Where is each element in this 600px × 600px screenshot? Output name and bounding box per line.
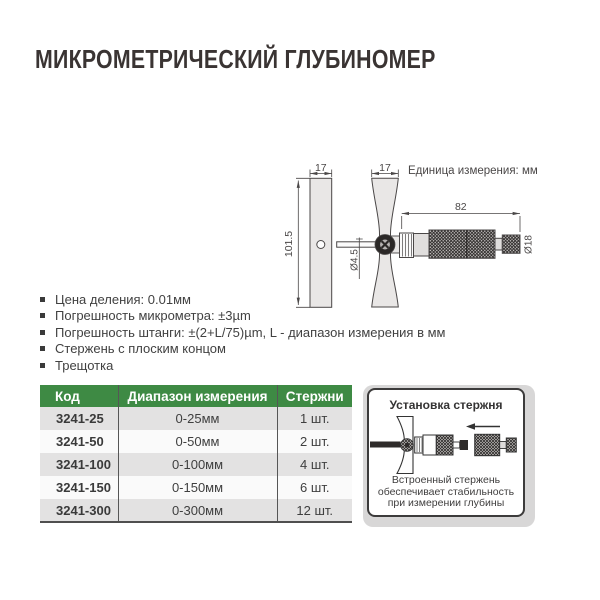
bar-hole [317, 241, 325, 249]
cell-range: 0-100мм [118, 453, 277, 476]
dim-body-length [402, 214, 520, 233]
bullet-square-icon [40, 297, 45, 302]
cell-range: 0-150мм [118, 476, 277, 499]
dim-label-bar-length: 101.5 [283, 230, 295, 258]
cell-rods: 6 шт. [277, 476, 352, 499]
reference-bar-drawing [310, 178, 332, 307]
table-header-rods: Стержни [277, 385, 352, 407]
micrometer-body-drawing [400, 230, 521, 258]
table-row [40, 430, 352, 453]
feature-item [40, 292, 445, 308]
feature-item [40, 341, 445, 357]
cell-code: 3241-100 [40, 453, 118, 476]
cell-range: 0-300мм [118, 499, 277, 522]
feature-text: Стержень с плоским концом [55, 341, 226, 357]
ratchet-knurl [502, 235, 520, 253]
dim-bar-length [296, 178, 310, 307]
measuring-rod-drawing [337, 242, 381, 247]
connector [460, 440, 468, 450]
info-box [363, 385, 535, 527]
table-row [40, 476, 352, 499]
cell-range: 0-25мм [118, 407, 277, 430]
dim-label-rod-diameter: Ø4.5 [349, 249, 361, 271]
table-row [40, 453, 352, 476]
detached-thimble [475, 434, 500, 455]
feature-text: Трещотка [55, 357, 114, 373]
technical-drawing [280, 140, 600, 310]
feature-item [40, 325, 445, 341]
product-table [40, 385, 352, 523]
depth-base-drawing [372, 178, 400, 307]
info-box-title: Установка стержня [389, 398, 503, 412]
cell-code: 3241-25 [40, 407, 118, 430]
cell-rods: 2 шт. [277, 430, 352, 453]
unit-note: Единица измерения: мм [408, 165, 538, 177]
rod-shaft [370, 442, 401, 448]
info-box-caption [369, 475, 523, 510]
bullet-square-icon [40, 363, 45, 368]
feature-item [40, 308, 445, 324]
table-header-range: Диапазон измерения [118, 385, 277, 407]
cell-rods: 4 шт. [277, 453, 352, 476]
feature-text: Цена деления: 0.01мм [55, 292, 191, 307]
table-row [40, 499, 352, 522]
page-title: МИКРОМЕТРИЧЕСКИЙ ГЛУБИНОМЕР [35, 44, 436, 74]
feature-text: Погрешность микрометра: ±3µm [55, 308, 251, 324]
cell-rods: 12 шт. [277, 499, 352, 522]
cell-code: 3241-50 [40, 430, 118, 453]
thimble-knurl [429, 230, 495, 258]
info-box-frame [367, 388, 525, 517]
bullet-square-icon [40, 313, 45, 318]
cell-code: 3241-150 [40, 476, 118, 499]
caption-line: обеспечивает стабильность [377, 485, 515, 498]
bullet-square-icon [40, 330, 45, 335]
caption-line: при измерении глубины [387, 497, 505, 510]
table-header-code: Код [40, 385, 118, 407]
bullet-square-icon [40, 346, 45, 351]
table-header-row [40, 385, 352, 407]
dim-label-body-length: 82 [454, 201, 467, 213]
cell-range: 0-50мм [118, 430, 277, 453]
caption-line: Встроенный стержень [391, 474, 501, 487]
dim-label-flange-thickness: 17 [379, 162, 391, 174]
cell-code: 3241-300 [40, 499, 118, 522]
table-row [40, 407, 352, 430]
features-list [40, 292, 445, 374]
feature-item [40, 358, 445, 374]
cell-rods: 1 шт. [277, 407, 352, 430]
dim-label-bar-thickness: 17 [314, 162, 327, 174]
insert-arrow-icon [466, 423, 500, 429]
dim-label-thimble-diameter: Ø18 [523, 235, 535, 254]
feature-text: Погрешность штанги: ±(2+L/75)µm, L - диапазон измерения в мм [55, 324, 446, 340]
rod-install-diagram [370, 414, 522, 478]
